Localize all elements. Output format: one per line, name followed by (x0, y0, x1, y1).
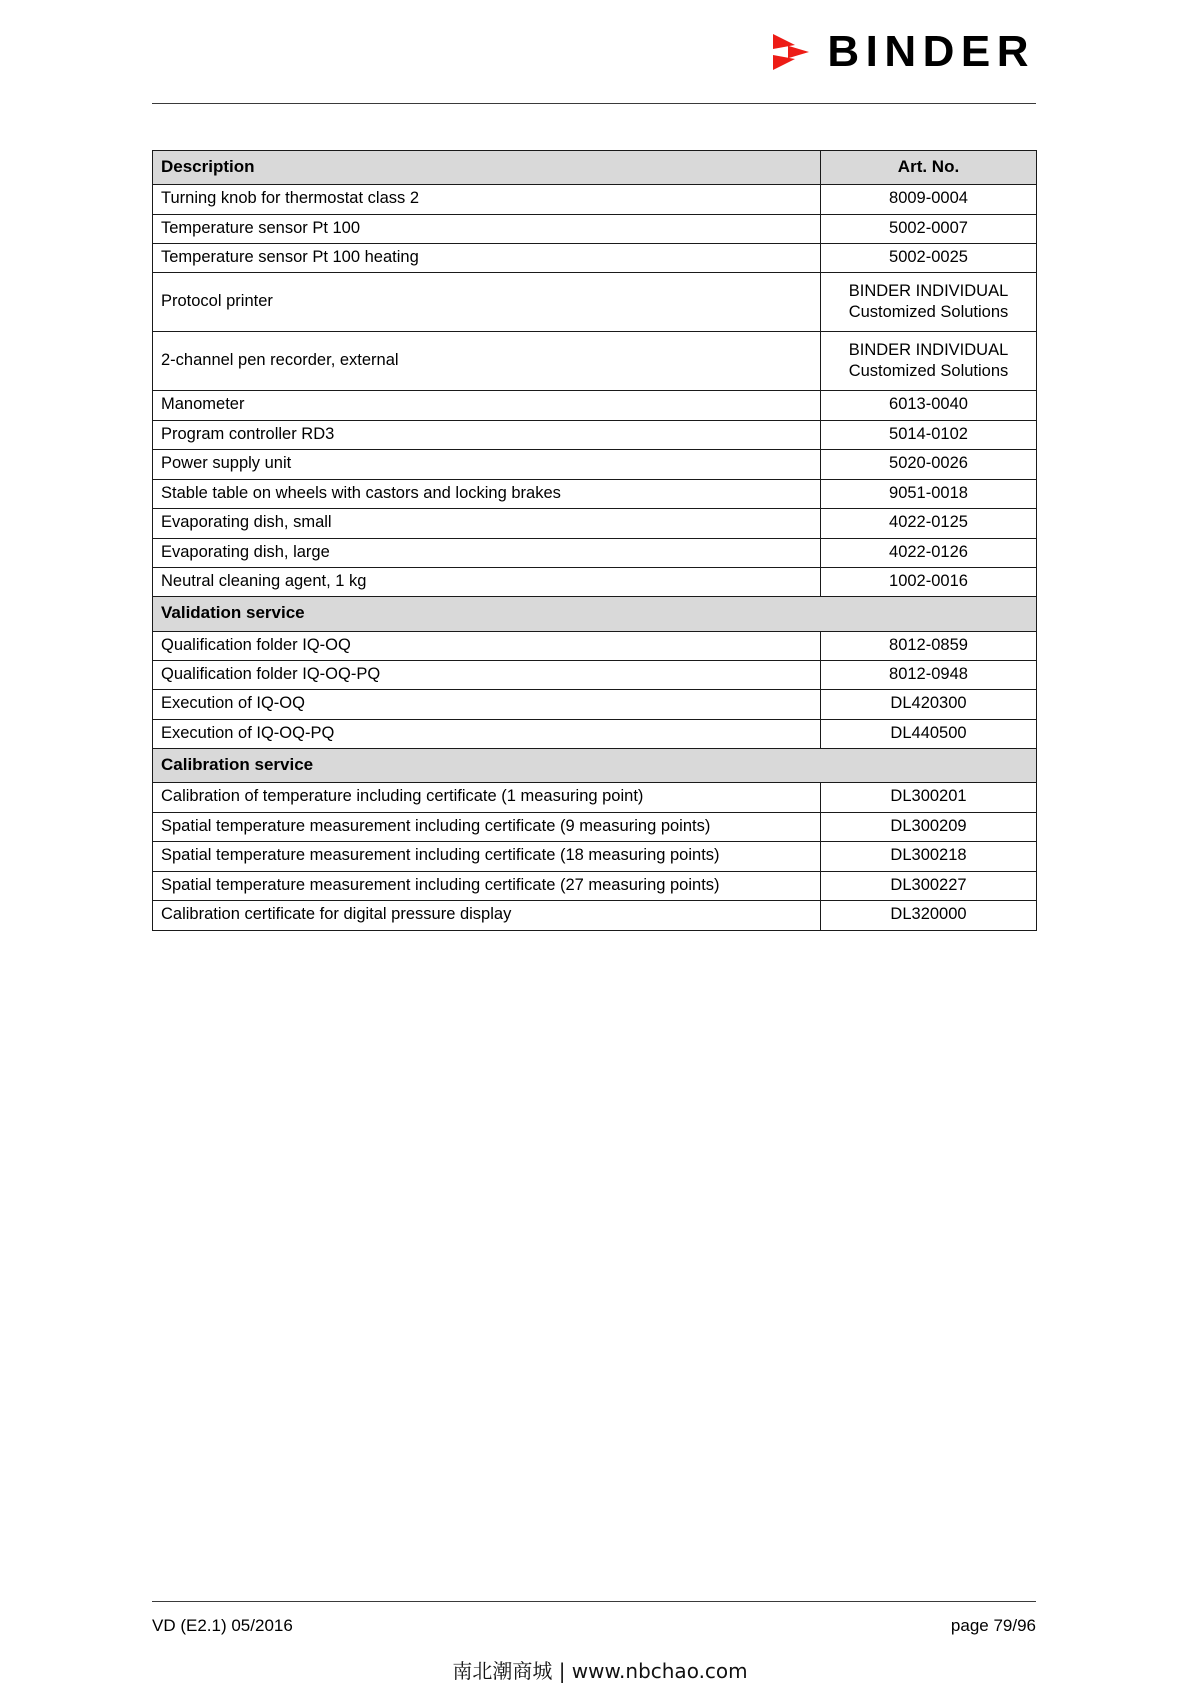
cell-art-no: 1002-0016 (821, 568, 1037, 597)
cell-description: Temperature sensor Pt 100 (153, 214, 821, 243)
cell-art-no: 5002-0007 (821, 214, 1037, 243)
main-content (152, 150, 1036, 931)
table-section-row (153, 597, 1037, 631)
cell-art-no: 8012-0859 (821, 631, 1037, 660)
table-row (153, 273, 1037, 332)
column-header-description: Description (153, 151, 821, 185)
table-header-row (153, 151, 1037, 185)
table-row (153, 185, 1037, 214)
watermark-text: 南北潮商城 | www.nbchao.com (452, 1659, 748, 1683)
cell-description: Spatial temperature measurement including certificate (18 measuring points) (153, 842, 821, 871)
table-row (153, 391, 1037, 420)
cell-description: Spatial temperature measurement including certificate (27 measuring points) (153, 871, 821, 900)
cell-art-no: DL300201 (821, 783, 1037, 812)
art-no-line-2: Customized Solutions (848, 303, 1009, 322)
section-title: Calibration service (153, 749, 1037, 783)
cell-description: Manometer (153, 391, 821, 420)
binder-triangle-arrow-logo-icon (769, 30, 813, 74)
cell-art-no: 9051-0018 (821, 479, 1037, 508)
cell-art-no: DL420300 (821, 690, 1037, 719)
table-row (153, 783, 1037, 812)
art-no-line-1: BINDER INDIVIDUAL (848, 341, 1009, 360)
cell-description: Stable table on wheels with castors and locking brakes (153, 479, 821, 508)
table-row (153, 719, 1037, 748)
cell-description: Execution of IQ-OQ-PQ (153, 719, 821, 748)
cell-description: Temperature sensor Pt 100 heating (153, 243, 821, 272)
table-row (153, 420, 1037, 449)
cell-art-no: DL300218 (821, 842, 1037, 871)
cell-art-no: DL300227 (821, 871, 1037, 900)
cell-art-no: 6013-0040 (821, 391, 1037, 420)
binder-logo (769, 24, 1035, 80)
table-row (153, 450, 1037, 479)
cell-description: Evaporating dish, small (153, 509, 821, 538)
cell-art-no: 5014-0102 (821, 420, 1037, 449)
table-body (153, 151, 1037, 931)
cell-art-no: DL300209 (821, 812, 1037, 841)
cell-description: Turning knob for thermostat class 2 (153, 185, 821, 214)
page-footer (152, 1601, 1036, 1636)
cell-description: Evaporating dish, large (153, 538, 821, 567)
table-row (153, 332, 1037, 391)
table-row (153, 842, 1037, 871)
header-divider (152, 103, 1036, 104)
brand-wordmark: BINDER (827, 27, 1035, 76)
table-row (153, 538, 1037, 567)
table-row (153, 661, 1037, 690)
cell-description: Execution of IQ-OQ (153, 690, 821, 719)
page-header (0, 0, 1200, 108)
table-row (153, 479, 1037, 508)
art-no-line-1: BINDER INDIVIDUAL (848, 282, 1009, 301)
accessories-parts-table (152, 150, 1037, 931)
table-section-row (153, 749, 1037, 783)
footer-divider (152, 1601, 1036, 1602)
cell-art-no: 4022-0126 (821, 538, 1037, 567)
cell-description: Protocol printer (153, 273, 821, 332)
cell-art-no: 8009-0004 (821, 185, 1037, 214)
section-title: Validation service (153, 597, 1037, 631)
table-row (153, 690, 1037, 719)
cell-art-no: 4022-0125 (821, 509, 1037, 538)
cell-description: Power supply unit (153, 450, 821, 479)
table-row (153, 871, 1037, 900)
table-row (153, 812, 1037, 841)
table-row (153, 901, 1037, 930)
cell-art-no: DL440500 (821, 719, 1037, 748)
cell-description: Program controller RD3 (153, 420, 821, 449)
table-row (153, 243, 1037, 272)
table-row (153, 509, 1037, 538)
cell-art-no: 5002-0025 (821, 243, 1037, 272)
table-row (153, 568, 1037, 597)
table-row (153, 631, 1037, 660)
cell-description: Qualification folder IQ-OQ-PQ (153, 661, 821, 690)
table-row (153, 214, 1037, 243)
cell-art-no: 5020-0026 (821, 450, 1037, 479)
cell-description: Calibration certificate for digital pressure display (153, 901, 821, 930)
cell-art-no: 8012-0948 (821, 661, 1037, 690)
cell-description: Calibration of temperature including certificate (1 measuring point) (153, 783, 821, 812)
art-no-line-2: Customized Solutions (848, 362, 1009, 381)
cell-description: Qualification folder IQ-OQ (153, 631, 821, 660)
document-id: VD (E2.1) 05/2016 (152, 1616, 293, 1635)
cell-art-no (821, 332, 1037, 391)
cell-art-no: DL320000 (821, 901, 1037, 930)
cell-art-no (821, 273, 1037, 332)
column-header-art-no: Art. No. (821, 151, 1037, 185)
cell-description: Spatial temperature measurement including certificate (9 measuring points) (153, 812, 821, 841)
page-number: page 79/96 (950, 1616, 1036, 1635)
cell-description: Neutral cleaning agent, 1 kg (153, 568, 821, 597)
cell-description: 2-channel pen recorder, external (153, 332, 821, 391)
